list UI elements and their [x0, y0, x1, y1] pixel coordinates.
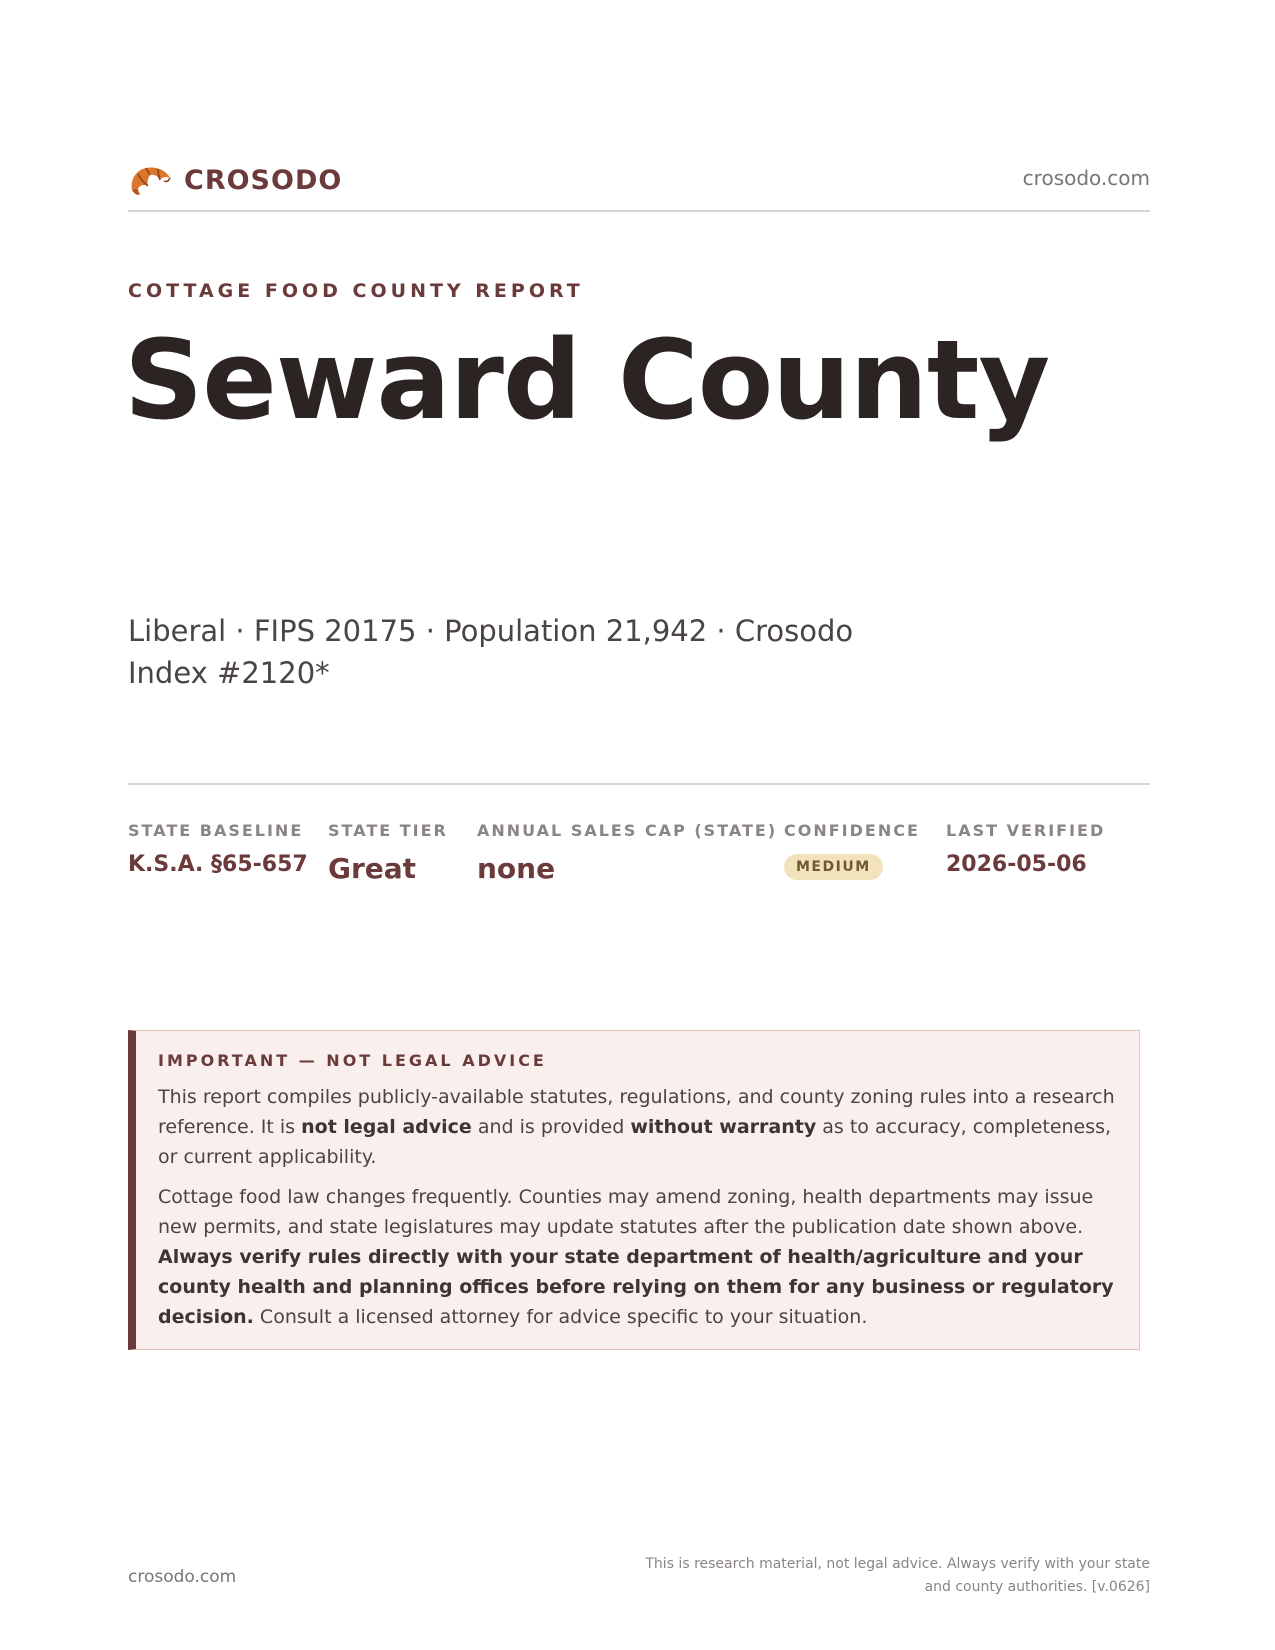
- stat-value: 2026-05-06: [946, 852, 1087, 877]
- page-header: [128, 160, 1150, 212]
- stat-label: STATE TIER: [328, 821, 448, 840]
- footer-disclaimer: This is research material, not legal advice. Always verify with your state and county authorities. [v.0626]: [645, 1556, 1150, 1595]
- report-page: [124, 0, 1150, 1650]
- stat-label: CONFIDENCE: [784, 821, 920, 840]
- site-link[interactable]: crosodo.com: [1022, 166, 1150, 190]
- stat-last-verified: [946, 821, 1105, 877]
- notice-paragraph: This report compiles publicly-available statutes, regulations, and county zoning rules into a research reference. It is not legal advice and is provided without warranty as to accuracy, completeness, or current applicability.: [158, 1086, 1115, 1168]
- stat-label: LAST VERIFIED: [946, 821, 1106, 840]
- stat-state-tier: [328, 821, 448, 885]
- brand[interactable]: [128, 160, 342, 200]
- footer-site-link[interactable]: crosodo.com: [128, 1567, 237, 1587]
- stat-label: STATE BASELINE: [128, 821, 304, 840]
- stat-state-baseline: [128, 821, 308, 877]
- brand-name: CROSODO: [184, 164, 343, 196]
- report-eyebrow: COTTAGE FOOD COUNTY REPORT: [128, 280, 584, 302]
- notice-paragraph: Cottage food law changes frequently. Counties may amend zoning, health departments may issue new permits, and state legislatures may update statutes after the publication date shown above. Always verify rules directly with your state department of health/agriculture and your county health and planning offices before relying on them for any business or regulatory decision. Consult a licensed attorney for advice specific to your situation.: [158, 1186, 1114, 1328]
- stat-confidence: [784, 821, 920, 880]
- notice-heading: IMPORTANT — NOT LEGAL ADVICE: [158, 1051, 547, 1070]
- stat-value: K.S.A. §65-657: [128, 852, 308, 877]
- stat-label: ANNUAL SALES CAP (STATE): [477, 821, 778, 840]
- confidence-badge: MEDIUM: [784, 854, 883, 880]
- legal-notice: [128, 1030, 1140, 1350]
- stat-value: Great: [328, 852, 417, 885]
- croissant-icon: [128, 160, 172, 200]
- county-subtitle: Liberal · FIPS 20175 · Population 21,942 · Crosodo Index #2120*: [128, 614, 854, 690]
- stats-row: [128, 783, 1150, 885]
- stat-annual-sales-cap: [477, 821, 777, 885]
- stat-value: none: [477, 852, 556, 885]
- page-title: Seward County: [124, 316, 1050, 444]
